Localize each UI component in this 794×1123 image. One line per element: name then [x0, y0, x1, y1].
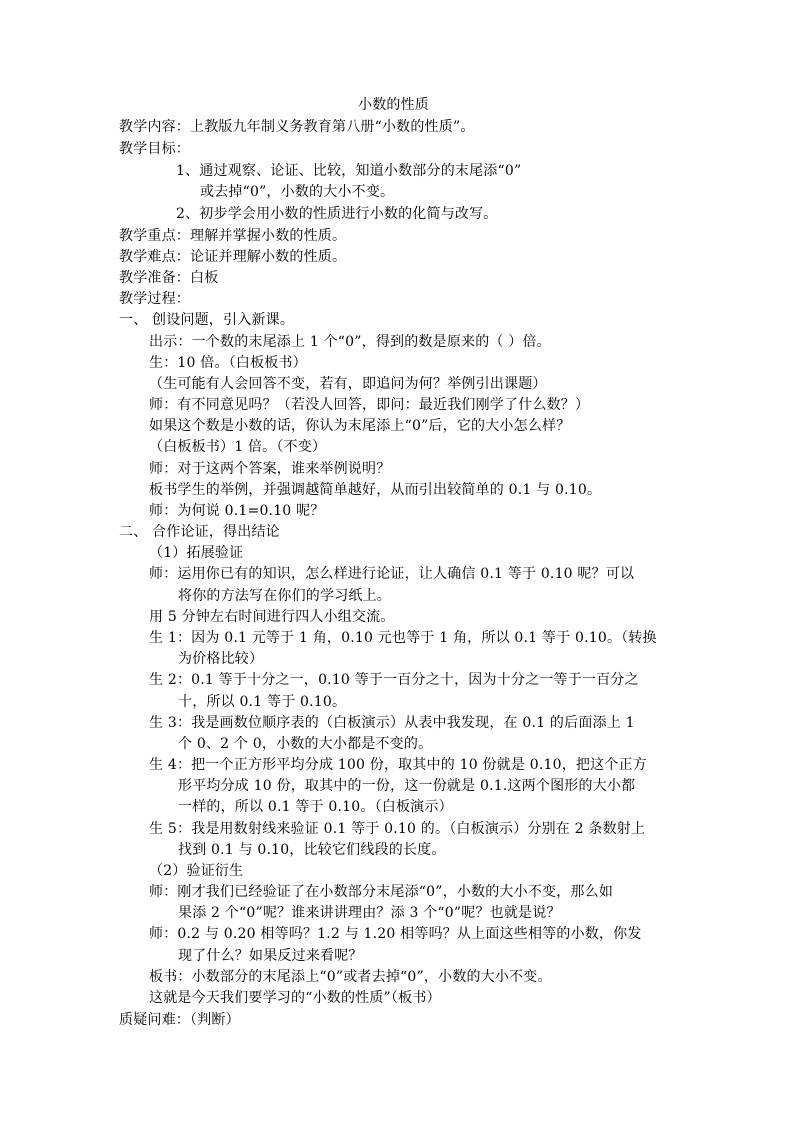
content-line: 生 5：我是用数射线来验证 0.1 等于 0.10 的。（白板演示）分别在 2 条数射上: [149, 821, 646, 837]
content-line: 板书：小数部分的末尾添上“0”或者去掉“0”，小数的大小不变。: [149, 969, 552, 985]
content-line: 1、通过观察、论证、比较，知道小数部分的末尾添“0”: [176, 163, 522, 179]
section-heading: 一、 创设问题，引入新课。: [119, 312, 295, 328]
content-line: 现了什么？如果反过来看呢？: [178, 948, 363, 964]
content-line: （1）拓展验证: [149, 545, 244, 561]
content-line: 十，所以 0.1 等于 0.10。: [178, 694, 347, 710]
content-line: 生 4：把一个正方形平均分成 100 份，取其中的 10 份就是 0.10，把这个正方: [149, 757, 647, 773]
content-line: 2、初步学会用小数的性质进行小数的化简与改写。: [176, 206, 498, 222]
content-line: 生 3：我是画数位顺序表的（白板演示）从表中我发现，在 0.1 的后面添上 1: [149, 715, 635, 731]
content-line: 板书学生的举例，并强调越简单越好，从而引出较简单的 0.1 与 0.10。: [149, 482, 602, 498]
content-line: 师：对于这两个答案，谁来举例说明？: [149, 461, 391, 477]
content-line: 将你的方法写在你们的学习纸上。: [178, 588, 391, 604]
content-line: 师：有不同意见吗？（若没人回答，即问：最近我们刚学了什么数？）: [149, 397, 590, 413]
content-line: 或去掉“0”，小数的大小不变。: [200, 184, 395, 200]
content-line: 形平均分成 10 份，取其中的一份，这一份就是 0.1.这两个图形的大小都: [178, 778, 636, 794]
content-line: 生 2：0.1 等于十分之一，0.10 等于一百分之十，因为十分之一等于一百分之: [149, 672, 639, 688]
content-line: 师：0.2 与 0.20 相等吗？1.2 与 1.20 相等吗？从上面这些相等的小数，你发: [149, 926, 642, 942]
content-line: （2）验证衍生: [149, 863, 244, 879]
content-line: 生：10 倍。（白板板书）: [149, 355, 307, 371]
content-line: 师：刚才我们已经验证了在小数部分末尾添“0”，小数的大小不变，那么如: [149, 884, 614, 900]
section-heading: 二、 合作论证，得出结论: [119, 524, 280, 540]
content-line: 教学过程：: [119, 291, 190, 307]
content-line: 师：为何说 0.1=0.10 呢？: [149, 503, 325, 519]
content-line: 教学准备：白板: [119, 270, 219, 286]
content-line: 果添 2 个“0”呢？谁来讲讲理由？添 3 个“0”呢？也就是说？: [178, 905, 561, 921]
content-line: 教学内容：上教版九年制义务教育第八册“小数的性质”。: [119, 119, 475, 135]
content-line: 个 0、2 个 0，小数的大小都是不变的。: [178, 736, 433, 752]
content-line: 这就是今天我们要学习的“小数的性质”（板书）: [149, 990, 441, 1006]
content-line: 教学难点：论证并理解小数的性质。: [119, 249, 347, 265]
content-line: 质疑问难：（判断）: [119, 1012, 240, 1028]
content-line: 师：运用你已有的知识，怎么样进行论证，让人确信 0.1 等于 0.10 呢？可以: [149, 566, 635, 582]
content-line: （白板板书）1 倍。（不变）: [149, 439, 327, 455]
content-line: 生 1：因为 0.1 元等于 1 角，0.10 元也等于 1 角，所以 0.1 等于 0.10。（转换: [149, 630, 657, 646]
content-line: 如果这个数是小数的话，你认为末尾添上“0”后，它的大小怎么样？: [149, 418, 571, 434]
content-line: （生可能有人会回答不变，若有，即追问为何？举例引出课题）: [149, 376, 547, 392]
content-line: 用 5 分钟左右时间进行四人小组交流。: [149, 609, 395, 625]
content-line: 出示：一个数的末尾添上 1 个“0”，得到的数是原来的（ ）倍。: [149, 334, 551, 350]
content-line: 为价格比较）: [178, 651, 264, 667]
content-line: 找到 0.1 与 0.10，比较它们线段的长度。: [178, 842, 446, 858]
page-title: 小数的性质: [358, 97, 429, 113]
content-line: 教学重点：理解并掌握小数的性质。: [119, 228, 347, 244]
content-line: 一样的，所以 0.1 等于 0.10。（白板演示）: [178, 799, 453, 815]
content-line: 教学目标：: [119, 141, 190, 157]
